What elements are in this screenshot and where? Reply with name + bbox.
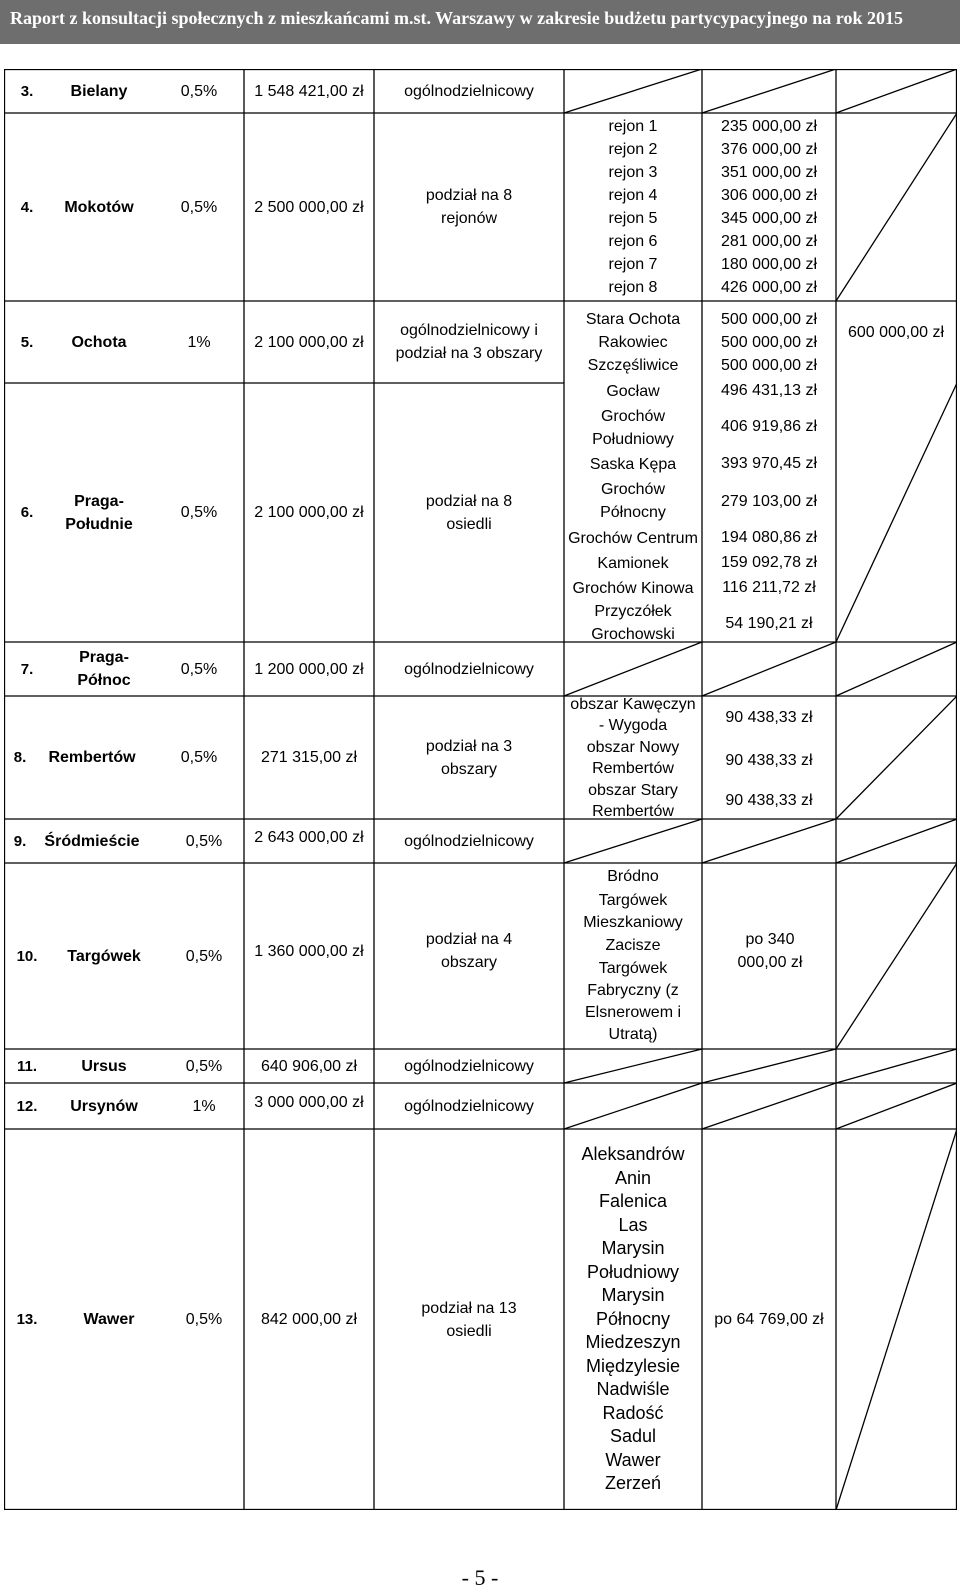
area-amount: 426 000,00 zł [720, 279, 818, 296]
division-mode: ogólnodzielnicowy [404, 832, 534, 850]
percent: 0,5% [180, 660, 218, 678]
district-name: Mokotów [64, 198, 134, 216]
area-name: Saska Kępa [589, 455, 677, 473]
area-name: rejon 3 [608, 164, 658, 181]
area-amount: 393 970,45 zł [720, 454, 818, 472]
division-mode: podział na 8 osiedli [425, 492, 513, 533]
area-amount: 306 000,00 zł [720, 187, 818, 204]
division-mode: ogólnodzielnicowy [404, 660, 534, 678]
area-name: Grochów Południowy [592, 407, 674, 448]
percent: 0,5% [180, 82, 218, 100]
area-name: Gocław [606, 382, 660, 400]
area-name: rejon 2 [608, 141, 658, 158]
area-name: Szczęśliwice [587, 356, 679, 374]
area-name: rejon 1 [608, 118, 658, 135]
amount: 640 906,00 zł [260, 1057, 358, 1075]
budget-table [4, 69, 957, 1510]
area-amount: 279 103,00 zł [720, 492, 818, 510]
district-name: Śródmieście [44, 832, 140, 850]
row-number: 7. [20, 660, 34, 678]
area-name: rejon 8 [608, 279, 658, 296]
row-number: 5. [20, 333, 34, 351]
percent: 0,5% [185, 832, 223, 850]
division-mode: podział na 13 osiedli [421, 1299, 517, 1340]
area-name: Targówek Fabryczny (z Elsnerowem i Utratą) [584, 960, 682, 1043]
row-number: 13. [16, 1311, 38, 1328]
amount: 2 500 000,00 zł [254, 198, 364, 216]
area-name: Falenica [598, 1191, 668, 1212]
area-list [564, 383, 702, 642]
amount: 1 548 421,00 zł [254, 82, 364, 100]
percent: 0,5% [180, 504, 218, 521]
district-name: Bielany [70, 82, 128, 100]
area-name: Międzylesie [585, 1355, 681, 1376]
area-amount: 376 000,00 zł [720, 141, 818, 158]
page-number: - 5 - [461, 1565, 499, 1590]
division-mode: ogólnodzielnicowy [404, 1057, 534, 1075]
area-amount: 90 438,33 zł [725, 792, 813, 809]
amount: 2 100 000,00 zł [254, 504, 364, 521]
row-number: 8. [13, 749, 27, 766]
area-name: Zacisze [605, 937, 661, 954]
amount: 842 000,00 zł [260, 1311, 358, 1328]
area-name: Kamionek [597, 554, 669, 572]
area-amount: 406 919,86 zł [720, 417, 818, 435]
row-number: 11. [16, 1057, 38, 1075]
area-list [564, 113, 702, 301]
report-title: Raport z konsultacji społecznych z mieszkańcami m.st. Warszawy w zakresie budżetu partycypacyjnego na rok 2015 [10, 8, 903, 28]
percent: 1% [192, 1097, 216, 1115]
district-name: Praga-Północ [77, 649, 131, 689]
area-name: Bródno [607, 868, 659, 885]
area-name: Grochów Centrum [568, 529, 698, 547]
row-number: 9. [13, 832, 27, 850]
area-name: obszar Kawęczyn - Wygoda [570, 695, 696, 734]
area-name: Grochów Kinowa [572, 579, 694, 597]
area-list [564, 863, 702, 1049]
area-name: Marysin Północny [595, 1285, 671, 1329]
district-name: Ochota [71, 333, 127, 351]
page-header [0, 0, 960, 44]
area-name: Sadul [609, 1426, 657, 1447]
division-mode: podział na 8 rejonów [425, 187, 513, 227]
area-amount: 54 190,21 zł [725, 614, 813, 632]
area-name: Marysin Południowy [586, 1238, 680, 1282]
percent: 0,5% [185, 1057, 223, 1075]
district-name: Praga-Południe [65, 492, 133, 533]
row-number: 6. [20, 504, 34, 521]
area-amount: 351 000,00 zł [720, 164, 818, 181]
area-name: rejon 5 [608, 210, 658, 227]
area-list [564, 301, 702, 383]
area-name: Przyczółek Grochowski [591, 602, 675, 643]
area-amount: po 340 000,00 zł [737, 931, 803, 971]
row-number: 3. [20, 82, 34, 100]
area-amount: 500 000,00 zł [720, 356, 818, 374]
percent: 0,5% [180, 198, 218, 216]
area-amount-list [702, 696, 836, 819]
division-mode: podział na 4 obszary [425, 931, 513, 971]
percent: 0,5% [185, 1311, 223, 1328]
area-name: Grochów Północny [600, 480, 666, 521]
area-amount: 180 000,00 zł [720, 256, 818, 273]
area-amount: 116 211,72 zł [722, 578, 816, 596]
percent: 0,5% [180, 749, 218, 766]
area-amount: 496 431,13 zł [720, 381, 818, 399]
area-name: obszar Stary Rembertów [588, 781, 678, 820]
area-name: Targówek Mieszkaniowy [583, 892, 683, 931]
area-name: Miedzeszyn [585, 1332, 681, 1353]
amount: 3 000 000,00 zł [254, 1093, 364, 1111]
amount: 271 315,00 zł [260, 749, 358, 766]
row-number: 4. [20, 198, 34, 216]
area-amount: 159 092,78 zł [720, 553, 818, 571]
district-name: Wawer [83, 1311, 135, 1328]
district-name: Rembertów [48, 749, 136, 766]
area-amount-list [702, 113, 836, 301]
percent: 0,5% [185, 947, 223, 965]
area-amount: 90 438,33 zł [725, 752, 813, 769]
general-amount: 600 000,00 zł [847, 323, 945, 341]
division-mode: ogólnodzielnicowy [404, 82, 534, 100]
district-name: Ursynów [70, 1097, 138, 1115]
area-name: Anin [614, 1167, 652, 1188]
row-number: 10. [16, 947, 38, 965]
amount: 2 100 000,00 zł [254, 333, 364, 351]
area-name: rejon 7 [608, 256, 658, 273]
area-amount-list [702, 383, 836, 642]
area-name: Aleksandrów [581, 1144, 685, 1165]
area-name: Nadwiśle [596, 1379, 670, 1400]
area-amount: 90 438,33 zł [725, 709, 813, 726]
area-name: Zerzeń [604, 1473, 662, 1494]
area-amount-list [702, 301, 836, 383]
area-amount: 281 000,00 zł [720, 233, 818, 250]
amount: 2 643 000,00 zł [254, 828, 364, 846]
area-name: rejon 4 [608, 187, 658, 204]
percent: 1% [187, 333, 211, 351]
division-mode: podział na 3 obszary [425, 737, 513, 778]
area-name: Stara Ochota [585, 310, 681, 328]
division-mode: ogólnodzielnicowy [404, 1097, 534, 1115]
district-name: Ursus [81, 1057, 127, 1075]
area-name: rejon 6 [608, 233, 658, 250]
area-name: Wawer [605, 1449, 661, 1470]
area-list [564, 1129, 702, 1510]
amount: 1 360 000,00 zł [254, 942, 364, 960]
area-amount: 500 000,00 zł [720, 310, 818, 328]
area-amount: 345 000,00 zł [720, 210, 818, 227]
area-name: Radość [602, 1402, 664, 1423]
row-number: 12. [16, 1097, 38, 1115]
area-name: obszar Nowy Rembertów [586, 738, 680, 777]
area-amount: 235 000,00 zł [720, 118, 818, 135]
district-name: Targówek [67, 947, 141, 965]
division-mode: ogólnodzielnicowy i podział na 3 obszary [395, 322, 543, 362]
area-amount: 500 000,00 zł [720, 333, 818, 351]
area-amount: po 64 769,00 zł [714, 1311, 824, 1328]
area-name: Rakowiec [598, 333, 668, 351]
area-list [564, 696, 702, 819]
area-name: Las [618, 1214, 648, 1235]
area-amount: 194 080,86 zł [720, 528, 818, 546]
amount: 1 200 000,00 zł [254, 660, 364, 678]
